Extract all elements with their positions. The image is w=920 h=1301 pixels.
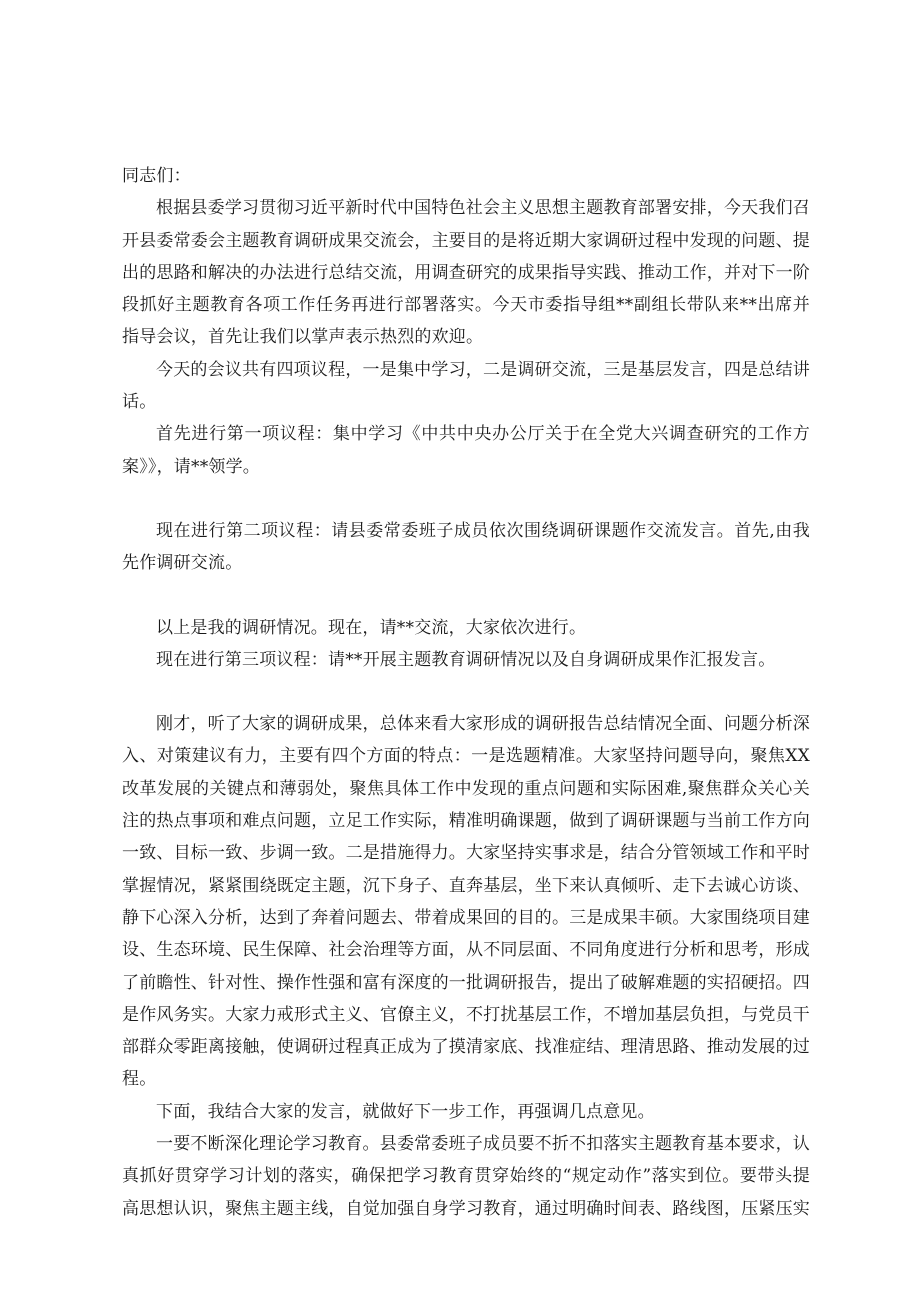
paragraph-agenda-item-1: 首先进行第一项议程：集中学习《中共中央办公厅关于在全党大兴调查研究的工作方案》》，请**领学。 bbox=[122, 424, 810, 477]
paragraph-agenda-item-2: 现在进行第二项议程：请县委常委班子成员依次围绕调研课题作交流发言。首先,由我先作调研交流。 bbox=[122, 520, 810, 574]
paragraph-opening: 根据县委学习贯彻习近平新时代中国特色社会主义思想主题教育部署安排，今天我们召开县委常委会主题教育调研成果交流会，主要目的是将近期大家调研过程中发现的问题、提出的思路和解决的办法进行总结交流，用调查研究的成果指导实践、推动工作，并对下一阶段抓好主题教育各项工作任务再进行部署落实。今天市委指导组**副组长带队来**出席并指导会议，首先让我们以掌声表示热烈的欢迎。 bbox=[122, 198, 810, 348]
salutation: 同志们： bbox=[122, 166, 191, 186]
paragraph-next-steps: 下面，我结合大家的发言，就做好下一步工作，再强调几点意见。 bbox=[156, 1101, 655, 1122]
paragraph-summary: 刚才，听了大家的调研成果，总体来看大家形成的调研报告总结情况全面、问题分析深入、对策建议有力，主要有四个方面的特点：一是选题精准。大家坚持问题导向，聚焦XX改革发展的关键点和薄弱处，聚焦具体工作中发现的重点问题和实际困难,聚焦群众关心关注的热点事项和难点问题，立足工作实际，精准明确课题，做到了调研课题与当前工作方向一致、目标一致、步调一致。二是措施得力。大家坚持实事求是，结合分管领域工作和平时掌握情况，紧紧围绕既定主题，沉下身子、直奔基层，坐下来认真倾听、走下去诚心访谈、静下心深入分析，达到了奔着问题去、带着成果回的目的。三是成果丰硕。大家围绕项目建设、生态环境、民生保障、社会治理等方面，从不同层面、不同角度进行分析和思考，形成了前瞻性、针对性、操作性强和富有深度的一批调研报告，提出了破解难题的实招硬招。四是作风务实。大家力戒形式主义、官僚主义，不打扰基层工作，不增加基层负担，与党员干部群众零距离接触，使调研过程真正成为了摸清家底、找准症结、理清思路、推动发展的过程。 bbox=[122, 714, 810, 1090]
paragraph-agenda-item-3: 现在进行第三项议程：请**开展主题教育调研情况以及自身调研成果作汇报发言。 bbox=[156, 649, 776, 670]
paragraph-point-1: 一要不断深化理论学习教育。县委常委班子成员要不折不扣落实主题教育基本要求，认真抓好贯穿学习计划的落实，确保把学习教育贯穿始终的“规定动作”落实到位。要带头提高思想认识，聚焦主题主线，自觉加强自身学习教育，通过明确时间表、路线图，压紧压实 bbox=[122, 1134, 810, 1219]
paragraph-exchange: 以上是我的调研情况。现在，请**交流，大家依次进行。 bbox=[156, 617, 587, 638]
speech-body bbox=[122, 160, 810, 1225]
paragraph-agenda: 今天的会议共有四项议程，一是集中学习，二是调研交流，三是基层发言，四是总结讲话。 bbox=[122, 359, 810, 413]
